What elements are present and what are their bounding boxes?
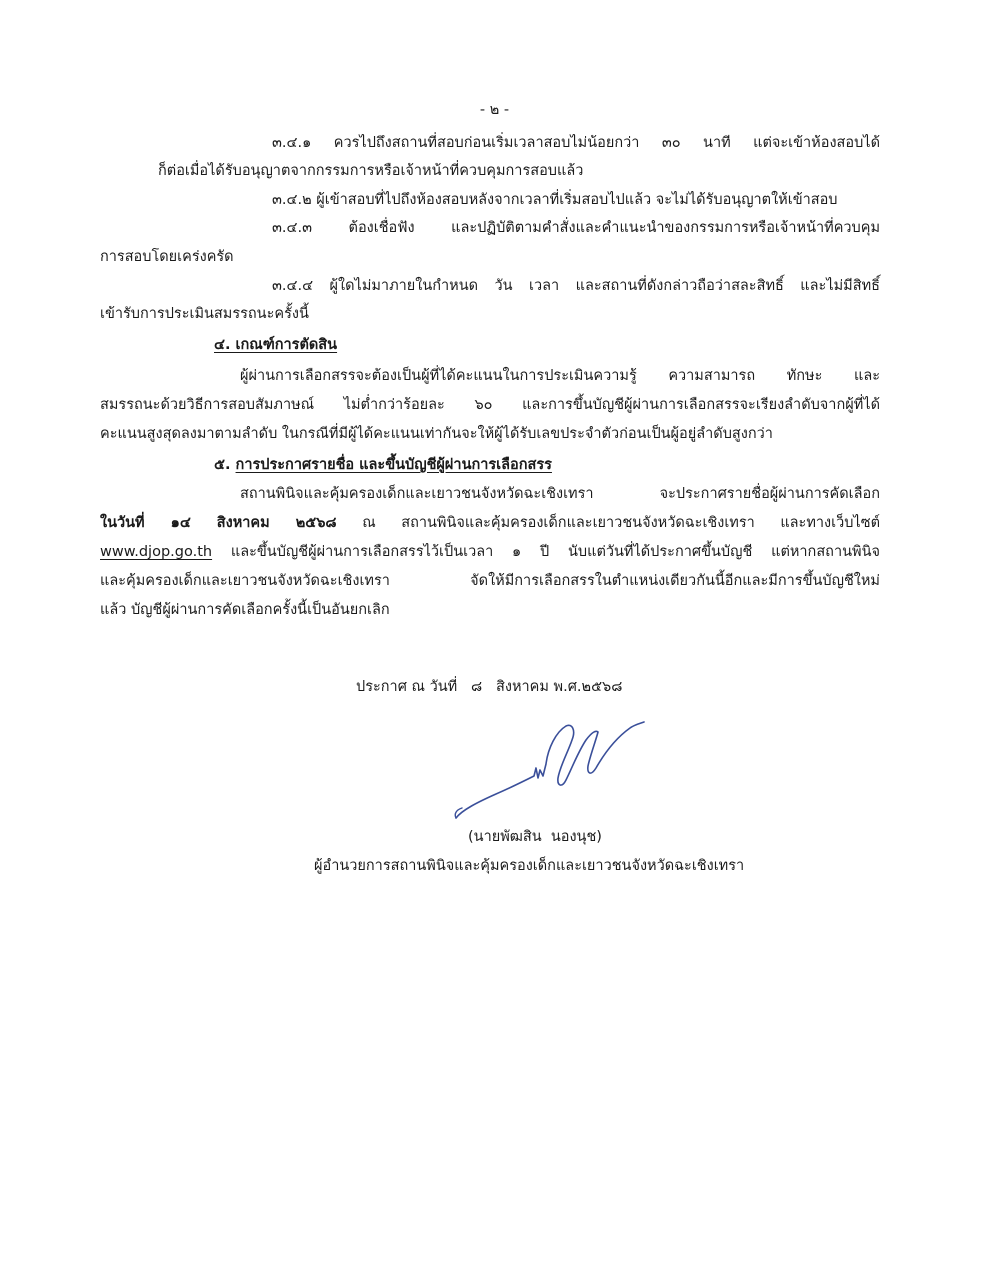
section-4-line-2: สมรรถนะด้วยวิธีการสอบสัมภาษณ์ ไม่ต่ำกว่าร้อยละ ๖๐ และการขึ้นบัญชีผู้ผ่านการเลือกสรรจะเรียงลำดับจากผู้ที่ได้ <box>100 397 880 413</box>
section-5-line-5: แล้ว บัญชีผู้ผ่านการคัดเลือกครั้งนี้เป็นอันยกเลิก <box>100 602 390 618</box>
announcement-date: ประกาศ ณ วันที่ ๘ สิงหาคม พ.ศ.๒๕๖๘ <box>356 679 623 695</box>
section-5-line-1: สถานพินิจและคุ้มครองเด็กและเยาวชนจังหวัดฉะเชิงเทรา จะประกาศรายชื่อผู้ผ่านการคัดเลือก <box>240 486 880 502</box>
website-link[interactable]: www.djop.go.th <box>100 544 213 560</box>
section-5-line-2 <box>100 513 880 533</box>
section-4-heading: ๔. เกณฑ์การตัดสิน <box>214 337 338 353</box>
section-5-line-4: และคุ้มครองเด็กและเยาวชนจังหวัดฉะเชิงเทรา จัดให้มีการเลือกสรรในตำแหน่งเดียวกันนี้อีกและมีการขึ้นบัญชีใหม่ <box>100 573 880 589</box>
item-3-4-3-line-2: การสอบโดยเคร่งครัด <box>100 249 234 265</box>
item-3-4-4-line-2: เข้ารับการประเมินสมรรถนะครั้งนี้ <box>100 306 309 322</box>
signature-image <box>448 718 658 828</box>
page-number: - ๒ - <box>479 102 510 118</box>
item-3-4-3-line-1: ๓.๔.๓ ต้องเชื่อฟัง และปฏิบัติตามคำสั่งและคำแนะนำของกรรมการหรือเจ้าหน้าที่ควบคุม <box>272 220 880 236</box>
section-5-line-2-rest: ณ สถานพินิจและคุ้มครองเด็กและเยาวชนจังหวัดฉะเชิงเทรา และทางเว็บไซต์ <box>336 515 880 531</box>
section-4-line-1: ผู้ผ่านการเลือกสรรจะต้องเป็นผู้ที่ได้คะแนนในการประเมินความรู้ ความสามารถ ทักษะ และ <box>240 368 880 384</box>
section-5-line-3-rest: และขึ้นบัญชีผู้ผ่านการเลือกสรรไว้เป็นเวลา ๑ ปี นับแต่วันที่ได้ประกาศขึ้นบัญชี แต่หากสถานพินิจ <box>212 544 880 560</box>
item-3-4-4-line-1: ๓.๔.๔ ผู้ใดไม่มาภายในกำหนด วัน เวลา และสถานที่ดังกล่าวถือว่าสละสิทธิ์ และไม่มีสิทธิ์ <box>272 278 880 294</box>
item-3-4-1-line-2: ก็ต่อเมื่อได้รับอนุญาตจากกรรมการหรือเจ้าหน้าที่ควบคุมการสอบแล้ว <box>158 163 584 179</box>
section-5-heading <box>214 455 552 475</box>
section-5-heading-number: ๕. <box>214 457 231 473</box>
section-5-line-3 <box>100 542 880 562</box>
item-3-4-1-line-1: ๓.๔.๑ ควรไปถึงสถานที่สอบก่อนเริ่มเวลาสอบไม่น้อยกว่า ๓๐ นาที แต่จะเข้าห้องสอบได้ <box>272 135 880 151</box>
signatory-position: ผู้อำนวยการสถานพินิจและคุ้มครองเด็กและเยาวชนจังหวัดฉะเชิงเทรา <box>314 858 745 874</box>
signatory-name: (นายพัฒสิน นองนุช) <box>468 829 602 845</box>
section-4-line-3: คะแนนสูงสุดลงมาตามลำดับ ในกรณีที่มีผู้ได้คะแนนเท่ากันจะให้ผู้ได้รับเลขประจำตัวก่อนเป็นผู้อยู่ลำดับสูงกว่า <box>100 426 773 442</box>
announcement-date-bold: ในวันที่ ๑๔ สิงหาคม ๒๕๖๘ <box>100 515 337 531</box>
section-5-heading-text: การประกาศรายชื่อ และขึ้นบัญชีผู้ผ่านการเลือกสรร <box>235 457 552 473</box>
item-3-4-2: ๓.๔.๒ ผู้เข้าสอบที่ไปถึงห้องสอบหลังจากเวลาที่เริ่มสอบไปแล้ว จะไม่ได้รับอนุญาตให้เข้าสอบ <box>272 192 838 208</box>
